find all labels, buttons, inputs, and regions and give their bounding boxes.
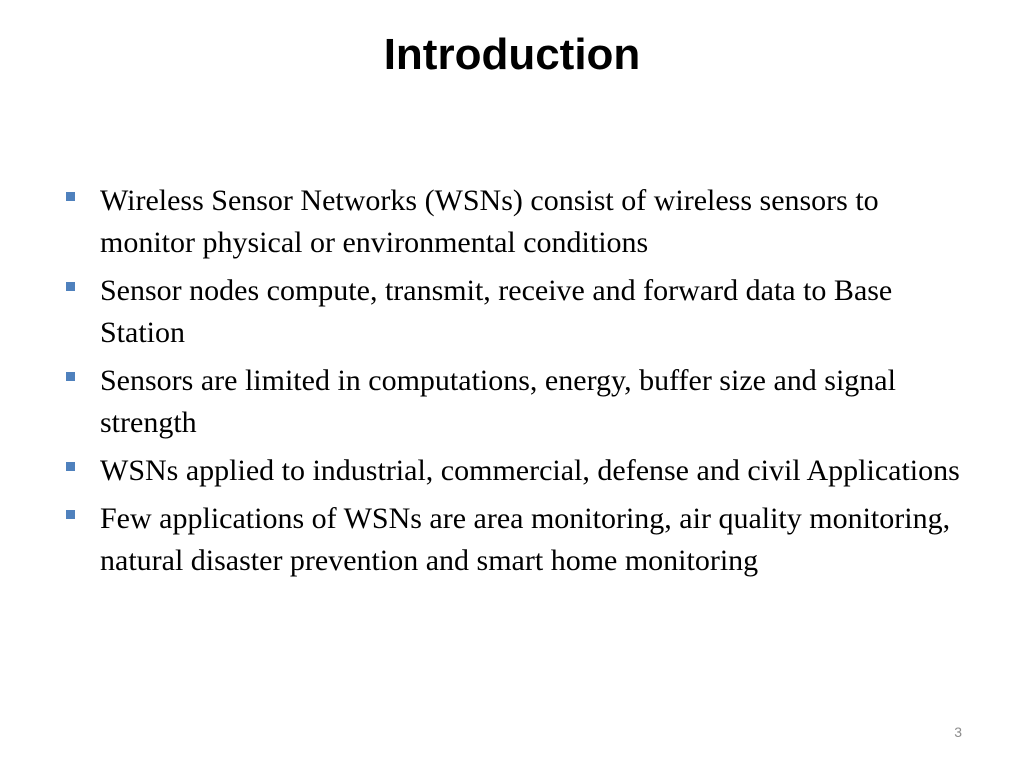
bullet-text: Sensor nodes compute, transmit, receive and forward data to Base Station: [100, 274, 893, 349]
slide-title: Introduction: [383, 30, 641, 79]
bullet-item-5: [62, 498, 972, 582]
bullet-item-2: [62, 270, 972, 354]
slide-number: 3: [954, 724, 962, 740]
bullet-item-3: [62, 360, 972, 444]
square-bullet-icon: [66, 282, 75, 291]
square-bullet-icon: [66, 192, 75, 201]
bullet-text: Sensors are limited in computations, energy, buffer size and signal strength: [100, 364, 896, 439]
bullet-text: Wireless Sensor Networks (WSNs) consist of wireless sensors to monitor physical or environmental conditions: [100, 184, 879, 259]
bullet-text: Few applications of WSNs are area monitoring, air quality monitoring, natural disaster prevention and smart home monitoring: [100, 502, 951, 577]
bullet-item-1: [62, 180, 972, 264]
square-bullet-icon: [66, 462, 75, 471]
square-bullet-icon: [66, 372, 75, 381]
bullet-list: [62, 180, 972, 588]
bullet-text: WSNs applied to industrial, commercial, defense and civil Applications: [100, 454, 960, 487]
square-bullet-icon: [66, 510, 75, 519]
bullet-item-4: [62, 450, 972, 492]
